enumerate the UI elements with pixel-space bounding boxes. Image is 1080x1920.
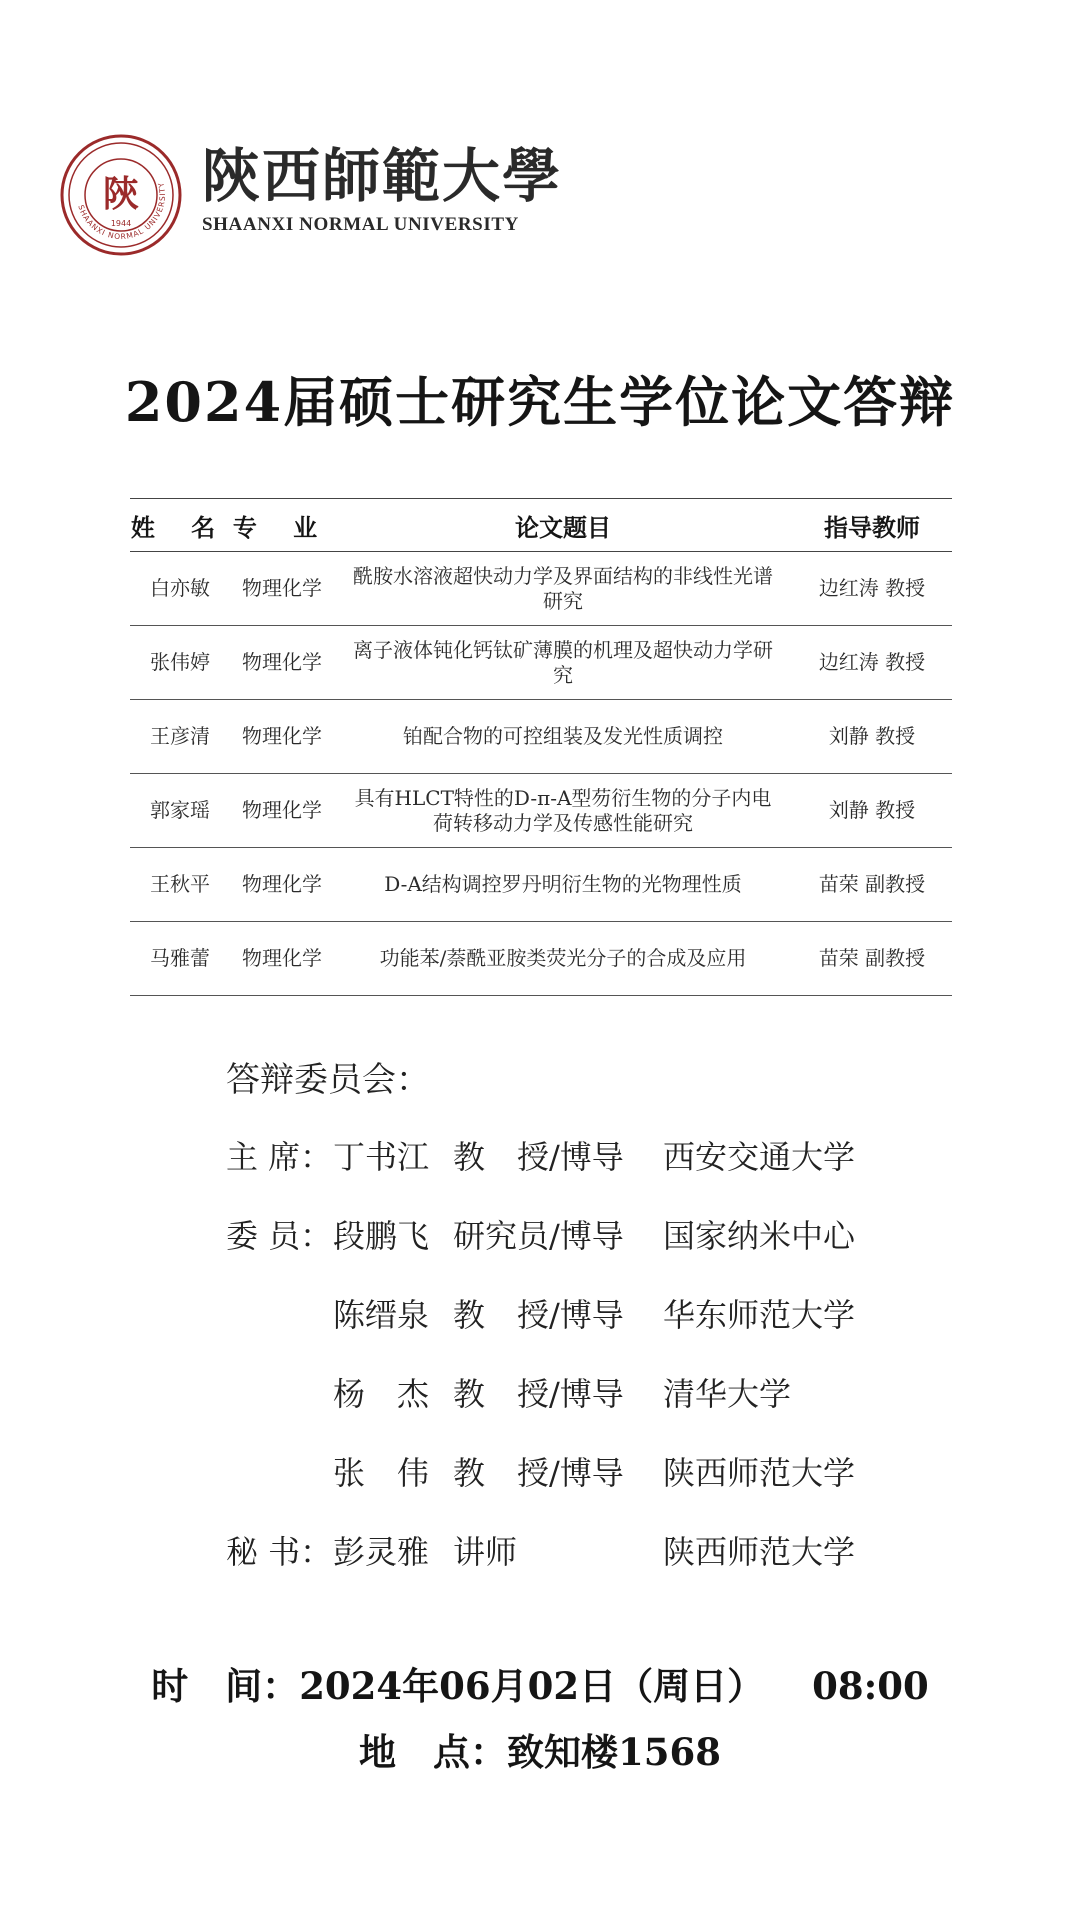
member-name: 彭灵雅 xyxy=(333,1533,430,1571)
student-major: 物理化学 xyxy=(230,626,334,700)
header-name: 姓 名 xyxy=(130,499,230,552)
student-name: 张伟婷 xyxy=(130,626,230,700)
table-header-row xyxy=(130,499,952,552)
header-major: 专 业 xyxy=(230,499,334,552)
thesis-topic: 离子液体钝化钙钛矿薄膜的机理及超快动力学研究 xyxy=(334,626,792,700)
table-row xyxy=(130,774,952,848)
university-seal-icon xyxy=(60,134,182,256)
member-role: 主 席： xyxy=(226,1138,333,1176)
member-organization: 陕西师范大学 xyxy=(663,1533,856,1571)
time-date: 2024年06月02日（周日） xyxy=(299,1664,765,1708)
student-major: 物理化学 xyxy=(230,774,334,848)
member-title: 教 授/博导 xyxy=(453,1138,624,1176)
member-title: 讲师 xyxy=(453,1533,518,1571)
thesis-topic: 功能苯/萘酰亚胺类荧光分子的合成及应用 xyxy=(334,922,792,996)
thesis-topic: 酰胺水溶液超快动力学及界面结构的非线性光谱研究 xyxy=(334,552,792,626)
student-major: 物理化学 xyxy=(230,700,334,774)
defense-time xyxy=(0,1656,1080,1710)
member-name: 张 伟 xyxy=(333,1454,430,1492)
advisor: 刘静 教授 xyxy=(792,700,952,774)
time-clock: 08:00 xyxy=(812,1664,929,1708)
advisor: 边红涛 教授 xyxy=(792,626,952,700)
advisor: 刘静 教授 xyxy=(792,774,952,848)
committee-member-row xyxy=(226,1347,926,1426)
defense-schedule-table xyxy=(130,498,952,996)
student-name: 王秋平 xyxy=(130,848,230,922)
seal-ring-text: SHAANXI NORMAL UNIVERSITY xyxy=(76,180,168,242)
table-row xyxy=(130,922,952,996)
committee-member-row xyxy=(226,1505,926,1584)
member-organization: 陕西师范大学 xyxy=(663,1454,856,1492)
university-logo xyxy=(60,134,563,258)
thesis-topic: 铂配合物的可控组装及发光性质调控 xyxy=(334,700,792,774)
student-name: 郭家瑶 xyxy=(130,774,230,848)
university-name-calligraphy: 陝西師範大學 xyxy=(202,142,563,210)
table-row xyxy=(130,700,952,774)
table-row xyxy=(130,552,952,626)
member-organization: 西安交通大学 xyxy=(663,1138,856,1176)
thesis-topic: D-A结构调控罗丹明衍生物的光物理性质 xyxy=(334,848,792,922)
member-role: 秘 书： xyxy=(226,1533,333,1571)
member-title: 教 授/博导 xyxy=(453,1375,624,1413)
member-title: 教 授/博导 xyxy=(453,1296,624,1334)
header-topic: 论文题目 xyxy=(334,499,792,552)
seal-year: 1944 xyxy=(110,219,132,228)
student-name: 王彦清 xyxy=(130,700,230,774)
member-name: 杨 杰 xyxy=(333,1375,430,1413)
committee-heading: 答辩委员会： xyxy=(226,1060,430,1100)
defense-committee xyxy=(226,1050,926,1584)
member-role: 委 员： xyxy=(226,1217,333,1255)
member-organization: 清华大学 xyxy=(663,1375,792,1413)
place-label: 地 点： xyxy=(359,1730,507,1774)
student-major: 物理化学 xyxy=(230,922,334,996)
place-value: 致知楼1568 xyxy=(507,1730,721,1774)
table-row xyxy=(130,626,952,700)
committee-member-row xyxy=(226,1110,926,1189)
header-advisor: 指导教师 xyxy=(792,499,952,552)
thesis-topic: 具有HLCT特性的D-π-A型芴衍生物的分子内电荷转移动力学及传感性能研究 xyxy=(334,774,792,848)
advisor: 边红涛 教授 xyxy=(792,552,952,626)
member-name: 陈缙泉 xyxy=(333,1296,430,1334)
committee-member-row xyxy=(226,1426,926,1505)
time-label: 时 间： xyxy=(151,1664,300,1708)
student-major: 物理化学 xyxy=(230,552,334,626)
member-title: 教 授/博导 xyxy=(453,1454,624,1492)
student-major: 物理化学 xyxy=(230,848,334,922)
committee-member-row xyxy=(226,1268,926,1347)
member-name: 段鹏飞 xyxy=(333,1217,430,1255)
advisor: 苗荣 副教授 xyxy=(792,922,952,996)
member-organization: 华东师范大学 xyxy=(663,1296,856,1334)
advisor: 苗荣 副教授 xyxy=(792,848,952,922)
page-title: 2024届硕士研究生学位论文答辩 xyxy=(124,370,956,434)
defense-location xyxy=(0,1722,1080,1776)
member-name: 丁书江 xyxy=(333,1138,430,1176)
table-row xyxy=(130,848,952,922)
member-title: 研究员/博导 xyxy=(453,1217,624,1255)
member-organization: 国家纳米中心 xyxy=(663,1217,856,1255)
university-name-english: SHAANXI NORMAL UNIVERSITY xyxy=(202,214,519,235)
student-name: 白亦敏 xyxy=(130,552,230,626)
seal-character: 陝 xyxy=(102,173,140,215)
committee-member-row xyxy=(226,1189,926,1268)
student-name: 马雅蕾 xyxy=(130,922,230,996)
